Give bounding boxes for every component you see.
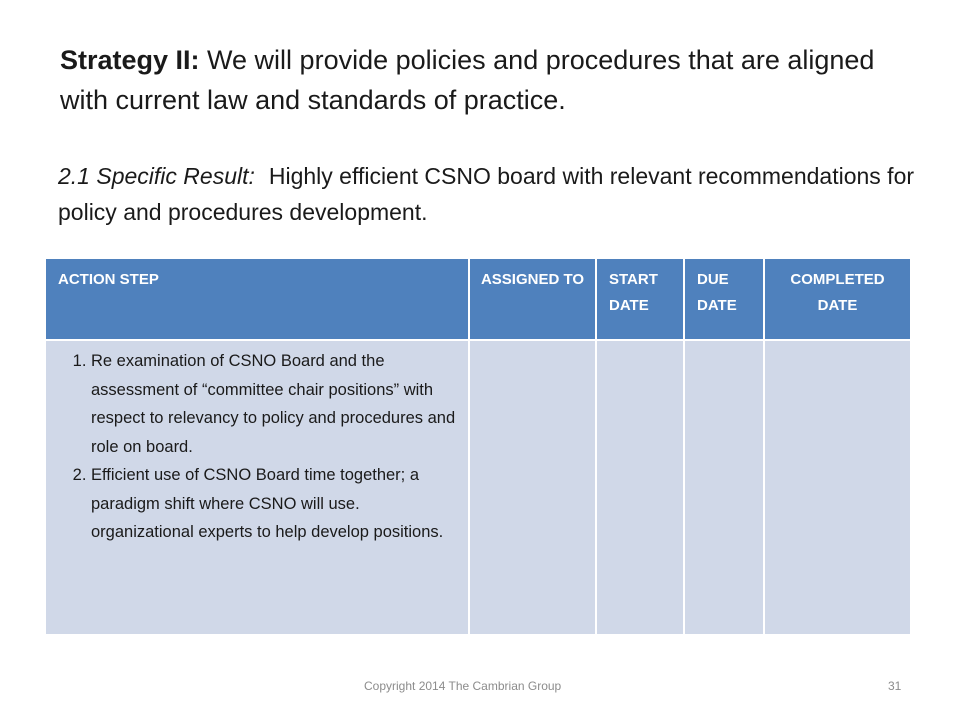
cell-due-date (684, 340, 764, 634)
cell-assigned-to (469, 340, 596, 634)
footer-copyright: Copyright 2014 The Cambrian Group (364, 679, 562, 693)
title-text: We will provide policies and procedures that are aligned with current law and standards of practice. (60, 45, 875, 115)
specific-result-text: Highly efficient CSNO board with relevant recommendations for policy and procedures development. (58, 163, 915, 225)
header-due-date: DUE DATE (684, 259, 764, 340)
header-action-step: ACTION STEP (46, 259, 469, 340)
table-row (46, 340, 910, 634)
specific-result (58, 158, 918, 230)
header-completed-date: COMPLETED DATE (764, 259, 910, 340)
slide-title (60, 40, 920, 120)
action-plan-table (46, 259, 910, 634)
cell-start-date (596, 340, 684, 634)
action-steps-list (46, 341, 468, 547)
cell-completed-date (764, 340, 910, 634)
header-start-date: START DATE (596, 259, 684, 340)
page-number: 31 (888, 679, 902, 693)
list-item: 2. Efficient use of CSNO Board time together; a paradigm shift where CSNO will use. organizational experts to help develop positions. (91, 461, 460, 547)
table-header-row (46, 259, 910, 340)
header-assigned-to: ASSIGNED TO (469, 259, 596, 340)
cell-action-steps (46, 340, 469, 634)
specific-result-label: 2.1 Specific Result: (58, 163, 255, 189)
list-item: 1. Re examination of CSNO Board and the assessment of “committee chair positions” with respect to relevancy to policy and procedures and role on board. (91, 347, 460, 461)
title-label: Strategy II: (60, 45, 200, 75)
